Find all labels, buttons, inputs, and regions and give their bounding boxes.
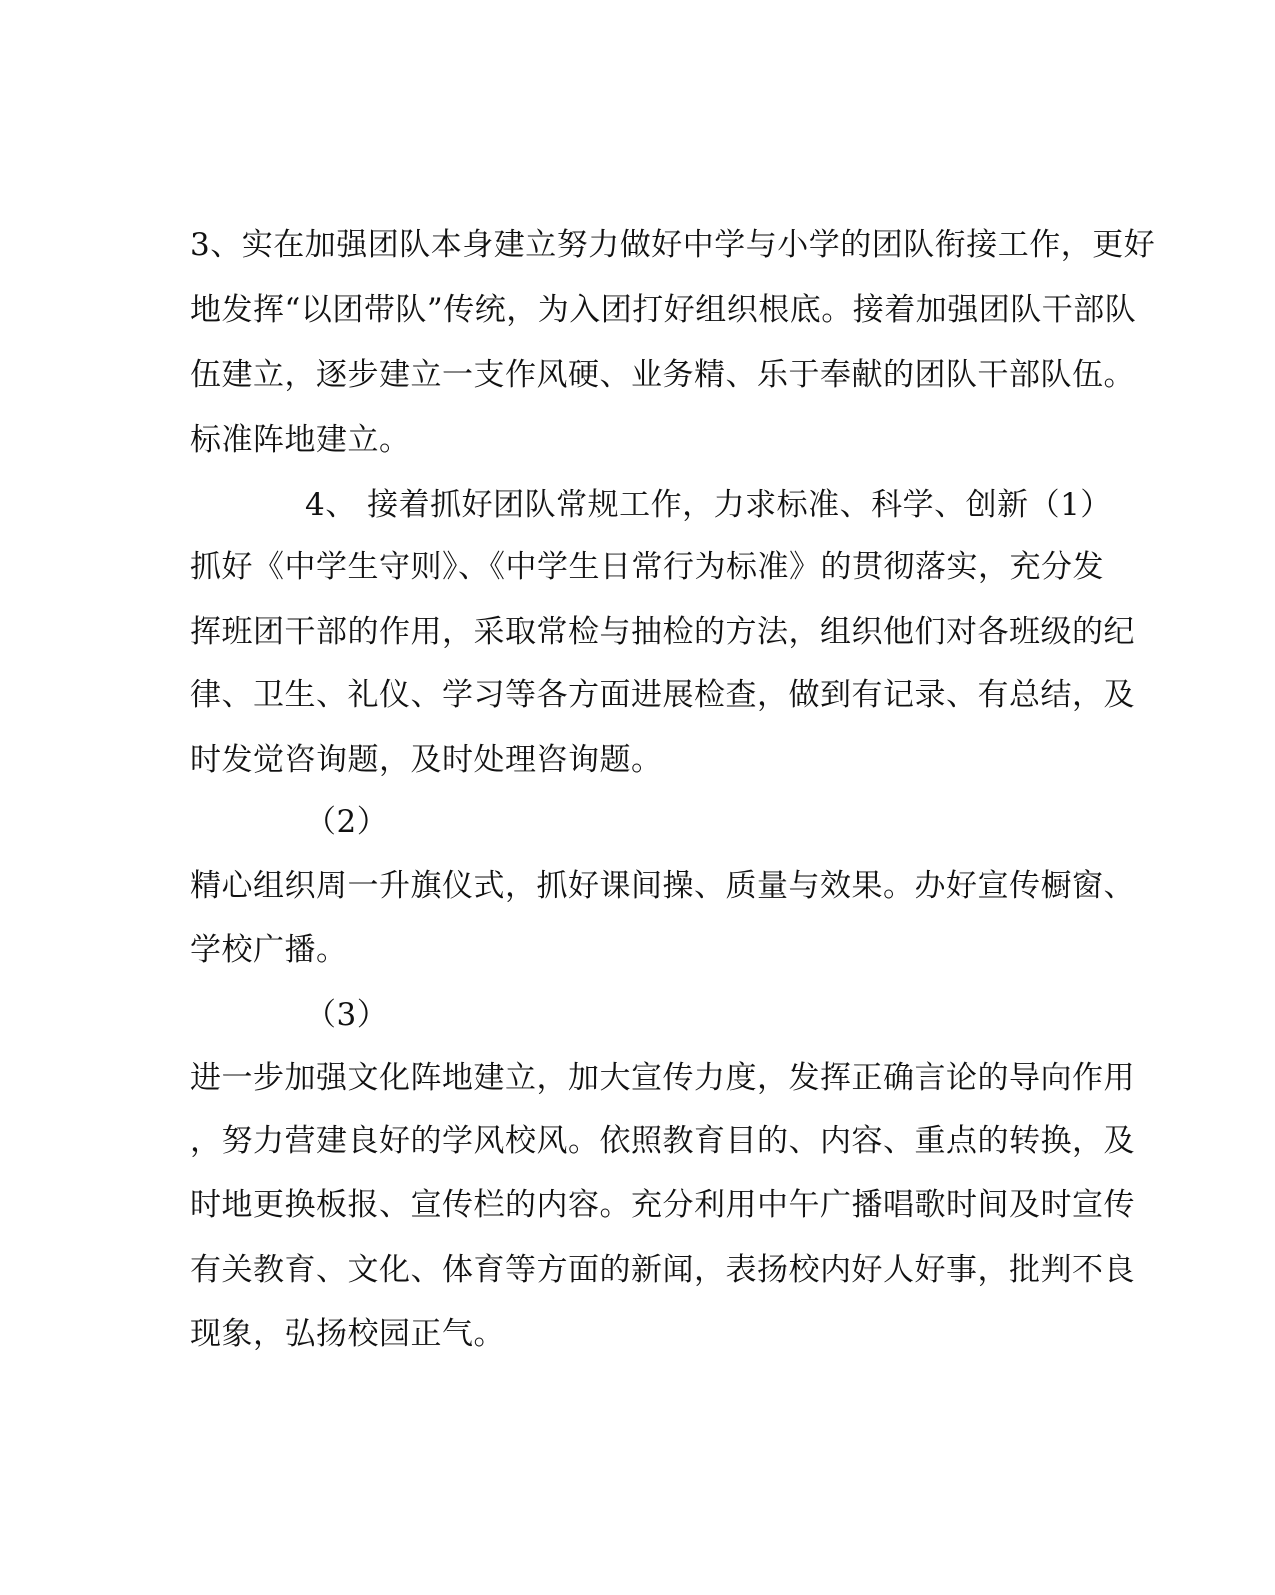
paragraph-4-line-3: 律、卫生、礼仪、学习等各方面进展检查，做到有记录、有总结，及 <box>190 677 1135 713</box>
item-3-line-5: 现象，弘扬校园正气。 <box>190 1316 505 1352</box>
item-2-number: （2） <box>305 804 389 840</box>
paragraph-4-heading: 4、 接着抓好团队常规工作，力求标准、科学、创新（1） <box>305 487 1112 523</box>
paragraph-3-line-3: 伍建立，逐步建立一支作风硬、业务精、乐于奉献的团队干部队伍。 <box>190 357 1135 393</box>
item-3-number: （3） <box>305 997 389 1033</box>
paragraph-4-line-4: 时发觉咨询题，及时处理咨询题。 <box>190 742 663 778</box>
paragraph-3-line-1: 3、实在加强团队本身建立努力做好中学与小学的团队衔接工作，更好 <box>190 227 1156 263</box>
paragraph-3-line-4: 标准阵地建立。 <box>190 422 411 458</box>
item-3-line-3: 时地更换板报、宣传栏的内容。充分利用中午广播唱歌时间及时宣传 <box>190 1187 1135 1223</box>
paragraph-3-line-2: 地发挥“以团带队”传统，为入团打好组织根底。接着加强团队干部队 <box>190 292 1137 328</box>
paragraph-4-line-2: 挥班团干部的作用，采取常检与抽检的方法，组织他们对各班级的纪 <box>190 614 1135 650</box>
item-2-line-1: 精心组织周一升旗仪式，抓好课间操、质量与效果。办好宣传橱窗、 <box>190 868 1135 904</box>
item-3-line-4: 有关教育、文化、体育等方面的新闻，表扬校内好人好事，批判不良 <box>190 1252 1135 1288</box>
item-3-line-2: ，努力营建良好的学风校风。依照教育目的、内容、重点的转换，及 <box>190 1123 1135 1159</box>
item-3-line-1: 进一步加强文化阵地建立，加大宣传力度，发挥正确言论的导向作用 <box>190 1060 1135 1096</box>
paragraph-4-line-1: 抓好《中学生守则》、《中学生日常行为标准》的贯彻落实，充分发 <box>190 549 1104 585</box>
item-2-line-2: 学校广播。 <box>190 932 348 968</box>
